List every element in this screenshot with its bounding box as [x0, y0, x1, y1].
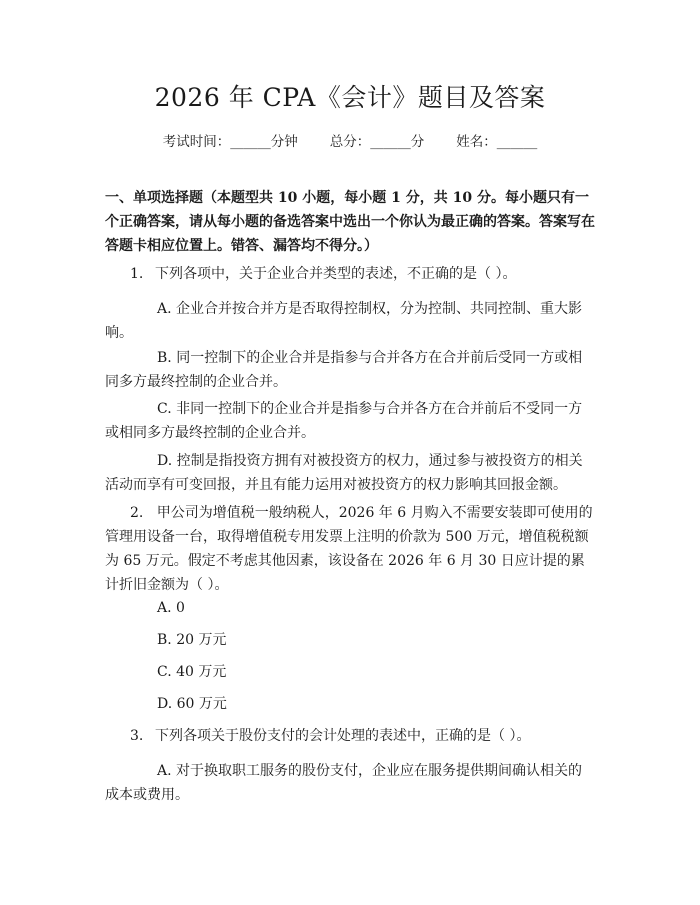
question-2-option-b: B. 20 万元 [157, 632, 227, 648]
question-1-option-a: A. 企业合并按合并方是否取得控制权，分为控制、共同控制、重大影响。 [105, 301, 583, 341]
question-stem: 下列各项中，关于企业合并类型的表述，不正确的是（ ）。 [155, 266, 517, 282]
question-1-option-c: C. 非同一控制下的企业合并是指参与合并各方在合并前后不受同一方或相同多方最终控制的企业合并。 [105, 401, 583, 441]
question-stem: 下列各项关于股份支付的会计处理的表述中，正确的是（ ）。 [155, 728, 531, 744]
question-2 [105, 501, 595, 597]
question-2-option-a: A. 0 [157, 600, 185, 616]
question-number: 2. [130, 505, 144, 521]
student-name-label: 姓名：______ [456, 134, 538, 150]
exam-time-label: 考试时间：______分钟 [162, 134, 298, 150]
page-title: 2026 年 CPA《会计》题目及答案 [154, 83, 546, 112]
question-stem: 甲公司为增值税一般纳税人，2026 年 6 月购入不需要安装即可使用的管理用设备一台，取得增值税专用发票上注明的价款为 500 万元，增值税税额为 65 万元。假定不考虑其他因素，该设备在 2026 年 6 月 30 日应计提的累计折旧金额为（ ）。 [105, 505, 593, 593]
question-3-option-a: A. 对于换取职工服务的股份支付，企业应在服务提供期间确认相关的成本或费用。 [105, 763, 583, 803]
question-2-option-d: D. 60 万元 [157, 696, 227, 712]
question-3 [105, 724, 595, 748]
total-score-label: 总分：______分 [329, 134, 425, 150]
question-1 [105, 262, 595, 286]
question-number: 3. [130, 728, 144, 744]
exam-meta [105, 132, 595, 152]
section-heading: 一、单项选择题（本题型共 10 小题，每小题 1 分，共 10 分。每小题只有一个正确答案，请从每小题的备选答案中选出一个你认为最正确的答案。答案写在答题卡相应位置上。错答、漏答均不得分。） [105, 190, 595, 254]
question-1-option-d: D. 控制是指投资方拥有对被投资方的权力，通过参与被投资方的相关活动而享有可变回报，并且有能力运用对被投资方的权力影响其回报金额。 [105, 453, 583, 493]
question-1-option-b: B. 同一控制下的企业合并是指参与合并各方在合并前后受同一方或相同多方最终控制的企业合并。 [105, 350, 583, 390]
question-number: 1. [130, 266, 144, 282]
question-2-option-c: C. 40 万元 [157, 664, 227, 680]
